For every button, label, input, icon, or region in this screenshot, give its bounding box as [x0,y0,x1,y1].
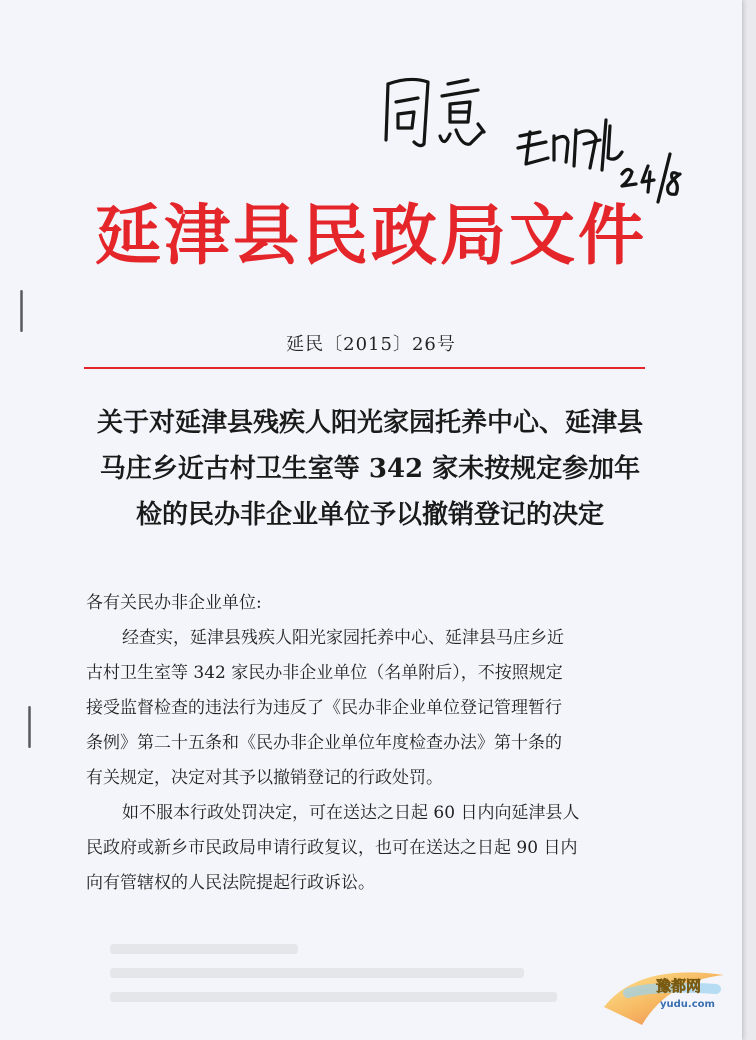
document-header: 延津县民政局文件 [95,197,647,274]
body-line: 接受监督检查的违法行为违反了《民办非企业单位登记管理暂行 [86,698,562,718]
body-line: 条例》第二十五条和《民办非企业单位年度检查办法》第十条的 [86,733,562,753]
watermark-url: yudu.com [660,999,715,1010]
document-number: 延民〔2015〕26号 [286,334,456,355]
watermark-text: 豫都网 [656,977,702,995]
document-title [70,400,670,538]
header-divider [84,367,645,369]
body-line: 经查实，延津县残疾人阳光家园托养中心、延津县马庄乡近 [122,628,564,648]
document-body [86,586,666,901]
watermark-logo [598,955,730,1035]
body-line: 民政府或新乡市民政局申请行政复议，也可在送达之日起 90 日内 [86,838,578,858]
body-line: 如不服本行政处罚决定，可在送达之日起 60 日内向延津县人 [122,803,580,823]
salutation: 各有关民办非企业单位: [86,593,262,613]
bleed-through-text [110,930,580,1016]
body-line: 古村卫生室等 342 家民办非企业单位（名单附后），不按照规定 [86,663,563,683]
body-line: 向有管辖权的人民法院提起行政诉讼。 [86,873,375,893]
body-line: 有关规定，决定对其予以撤销登记的行政处罚。 [86,768,443,788]
title-line: 关于对延津县残疾人阳光家园托养中心、延津县 [96,408,643,438]
staple [20,290,23,332]
title-line: 马庄乡近古村卫生室等 342 家未按规定参加年 [99,454,641,484]
title-line: 检的民办非企业单位予以撤销登记的决定 [135,500,604,530]
staple [28,706,31,748]
